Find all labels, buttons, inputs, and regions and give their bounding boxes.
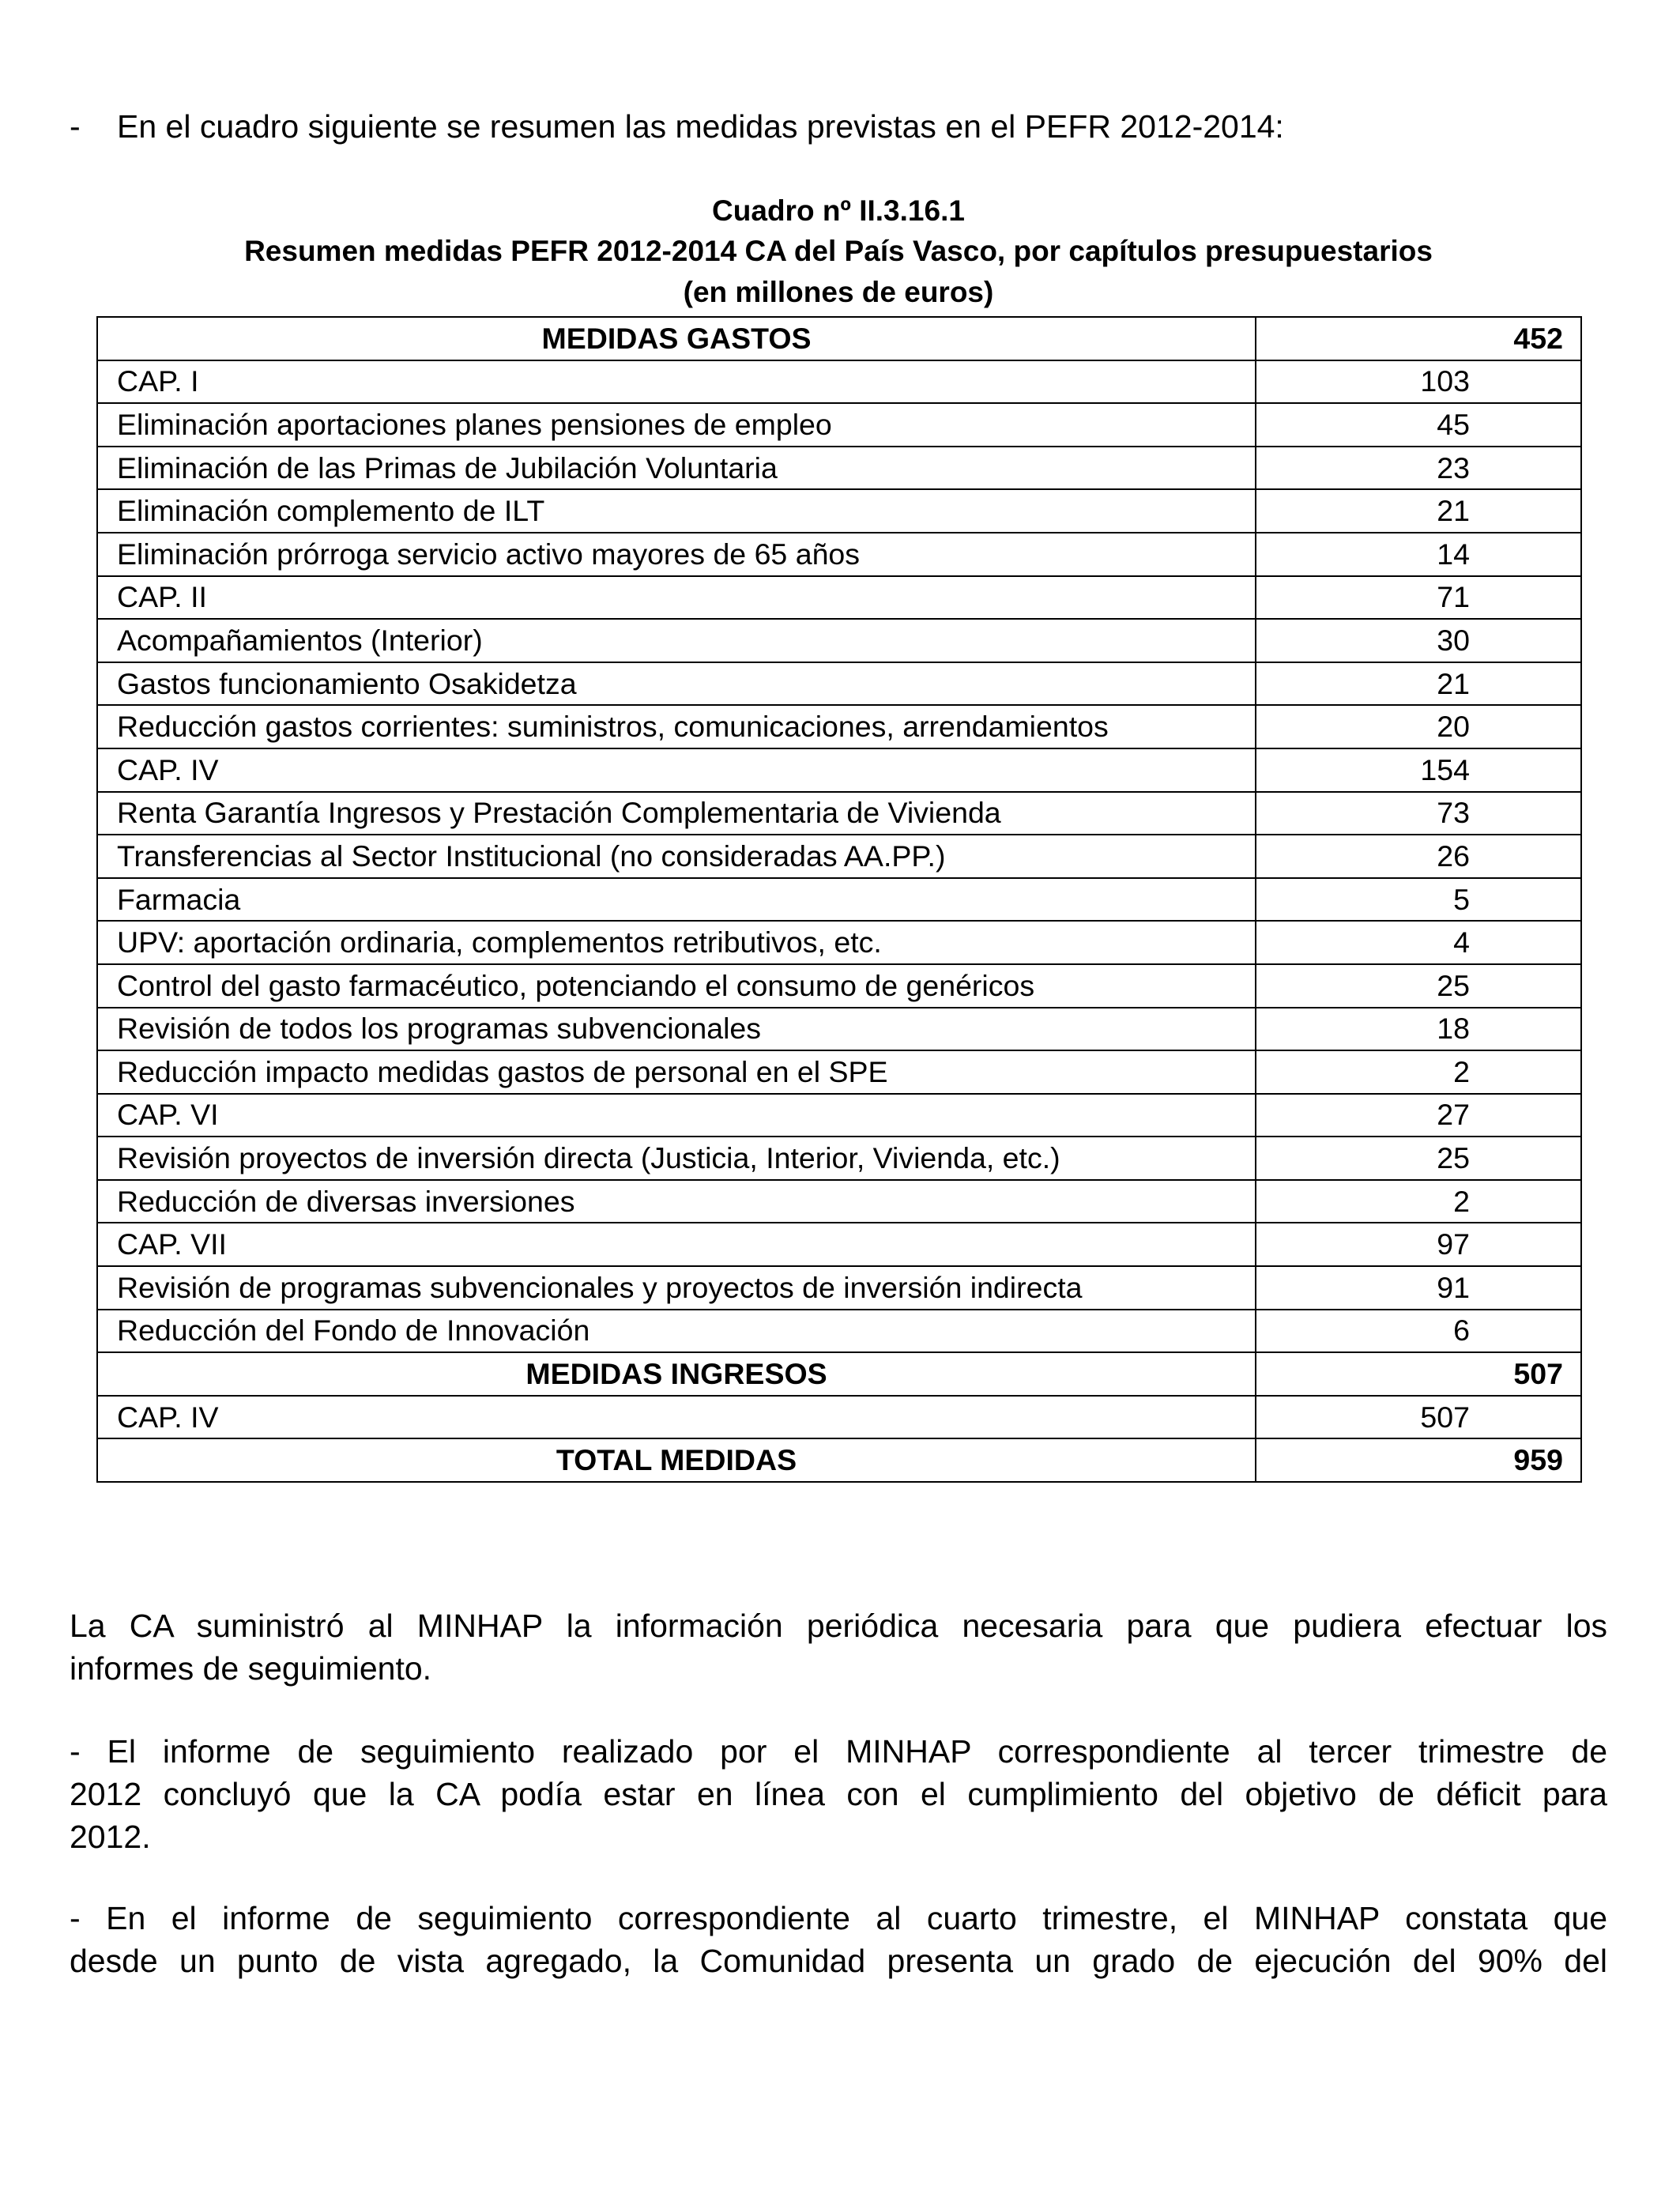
table-chapter-row bbox=[97, 576, 1581, 620]
paragraph-information bbox=[70, 1604, 1607, 1690]
row-label: Eliminación aportaciones planes pensiones de empleo bbox=[97, 403, 1256, 447]
table-row bbox=[97, 619, 1581, 662]
row-label: Reducción del Fondo de Innovación bbox=[97, 1310, 1256, 1353]
paragraph-line: 2012. bbox=[70, 1819, 151, 1855]
paragraph-line: 2012 concluyó que la CA podía estar en línea con el cumplimiento del objetivo de déficit para bbox=[70, 1776, 1607, 1812]
table-row bbox=[97, 1050, 1581, 1094]
row-value: 25 bbox=[1256, 1137, 1581, 1180]
row-value: 5 bbox=[1256, 878, 1581, 922]
table-chapter-row bbox=[97, 748, 1581, 792]
row-label: CAP. VI bbox=[97, 1094, 1256, 1137]
paragraph-third-quarter bbox=[70, 1730, 1607, 1858]
table-row bbox=[97, 1137, 1581, 1180]
row-value: 4 bbox=[1256, 921, 1581, 964]
measures-table-body bbox=[97, 317, 1581, 1482]
row-value: 959 bbox=[1256, 1438, 1581, 1482]
row-value: 97 bbox=[1256, 1223, 1581, 1266]
row-value: 154 bbox=[1256, 748, 1581, 792]
table-section-row bbox=[97, 1438, 1581, 1482]
paragraph-line: - El informe de seguimiento realizado por el MINHAP correspondiente al tercer trimestre de bbox=[70, 1733, 1607, 1770]
table-row bbox=[97, 1008, 1581, 1051]
row-label: Revisión de programas subvencionales y proyectos de inversión indirecta bbox=[97, 1266, 1256, 1310]
row-value: 73 bbox=[1256, 792, 1581, 835]
intro-dash: - bbox=[70, 108, 81, 145]
table-row bbox=[97, 662, 1581, 706]
row-value: 20 bbox=[1256, 705, 1581, 748]
row-value: 27 bbox=[1256, 1094, 1581, 1137]
table-row bbox=[97, 1180, 1581, 1223]
table-chapter-row bbox=[97, 360, 1581, 404]
row-value: 507 bbox=[1256, 1396, 1581, 1439]
row-label: Eliminación de las Primas de Jubilación Voluntaria bbox=[97, 447, 1256, 490]
row-label: CAP. IV bbox=[97, 1396, 1256, 1439]
row-label: Eliminación complemento de ILT bbox=[97, 489, 1256, 533]
intro-text: En el cuadro siguiente se resumen las medidas previstas en el PEFR 2012-2014: bbox=[117, 108, 1284, 145]
row-value: 2 bbox=[1256, 1050, 1581, 1094]
row-value: 452 bbox=[1256, 317, 1581, 360]
row-label: Acompañamientos (Interior) bbox=[97, 619, 1256, 662]
row-value: 71 bbox=[1256, 576, 1581, 620]
row-value: 21 bbox=[1256, 662, 1581, 706]
row-value: 23 bbox=[1256, 447, 1581, 490]
row-value: 507 bbox=[1256, 1352, 1581, 1396]
paragraph-line: informes de seguimiento. bbox=[70, 1650, 432, 1687]
row-value: 26 bbox=[1256, 835, 1581, 878]
row-label: CAP. II bbox=[97, 576, 1256, 620]
row-label: Revisión de todos los programas subvencionales bbox=[97, 1008, 1256, 1051]
row-label: Eliminación prórroga servicio activo mayores de 65 años bbox=[97, 533, 1256, 576]
row-label: CAP. VII bbox=[97, 1223, 1256, 1266]
table-row bbox=[97, 878, 1581, 922]
row-label: Farmacia bbox=[97, 878, 1256, 922]
table-row bbox=[97, 1266, 1581, 1310]
table-chapter-row bbox=[97, 1396, 1581, 1439]
row-label: Reducción de diversas inversiones bbox=[97, 1180, 1256, 1223]
row-label: CAP. I bbox=[97, 360, 1256, 404]
intro-line bbox=[70, 104, 1284, 149]
row-label: CAP. IV bbox=[97, 748, 1256, 792]
measures-table bbox=[96, 316, 1582, 1483]
row-value: 30 bbox=[1256, 619, 1581, 662]
table-row bbox=[97, 1310, 1581, 1353]
row-value: 91 bbox=[1256, 1266, 1581, 1310]
table-section-row bbox=[97, 317, 1581, 360]
row-label: Renta Garantía Ingresos y Prestación Complementaria de Vivienda bbox=[97, 792, 1256, 835]
table-section-row bbox=[97, 1352, 1581, 1396]
row-label: UPV: aportación ordinaria, complementos retributivos, etc. bbox=[97, 921, 1256, 964]
table-row bbox=[97, 447, 1581, 490]
table-row bbox=[97, 705, 1581, 748]
row-label: TOTAL MEDIDAS bbox=[97, 1438, 1256, 1482]
row-value: 6 bbox=[1256, 1310, 1581, 1353]
paragraph-line: desde un punto de vista agregado, la Comunidad presenta un grado de ejecución del 90% del bbox=[70, 1943, 1607, 1979]
table-title: Resumen medidas PEFR 2012-2014 CA del País Vasco, por capítulos presupuestarios bbox=[244, 235, 1433, 267]
table-units: (en millones de euros) bbox=[683, 276, 994, 308]
row-label: Reducción gastos corrientes: suministros, comunicaciones, arrendamientos bbox=[97, 705, 1256, 748]
paragraph-line: - En el informe de seguimiento correspondiente al cuarto trimestre, el MINHAP constata que bbox=[70, 1900, 1607, 1936]
row-label: Transferencias al Sector Institucional (no consideradas AA.PP.) bbox=[97, 835, 1256, 878]
table-row bbox=[97, 792, 1581, 835]
row-label: MEDIDAS GASTOS bbox=[97, 317, 1256, 360]
row-value: 45 bbox=[1256, 403, 1581, 447]
table-row bbox=[97, 964, 1581, 1008]
row-value: 21 bbox=[1256, 489, 1581, 533]
row-value: 103 bbox=[1256, 360, 1581, 404]
row-value: 18 bbox=[1256, 1008, 1581, 1051]
row-label: Reducción impacto medidas gastos de personal en el SPE bbox=[97, 1050, 1256, 1094]
row-value: 14 bbox=[1256, 533, 1581, 576]
row-label: Gastos funcionamiento Osakidetza bbox=[97, 662, 1256, 706]
table-chapter-row bbox=[97, 1094, 1581, 1137]
table-row bbox=[97, 533, 1581, 576]
table-chapter-row bbox=[97, 1223, 1581, 1266]
row-label: Revisión proyectos de inversión directa (Justicia, Interior, Vivienda, etc.) bbox=[97, 1137, 1256, 1180]
table-number: Cuadro nº II.3.16.1 bbox=[712, 194, 965, 227]
row-label: MEDIDAS INGRESOS bbox=[97, 1352, 1256, 1396]
row-label: Control del gasto farmacéutico, potenciando el consumo de genéricos bbox=[97, 964, 1256, 1008]
row-value: 25 bbox=[1256, 964, 1581, 1008]
row-value: 2 bbox=[1256, 1180, 1581, 1223]
table-row bbox=[97, 489, 1581, 533]
table-row bbox=[97, 835, 1581, 878]
paragraph-line: La CA suministró al MINHAP la información periódica necesaria para que pudiera efectuar los bbox=[70, 1608, 1607, 1644]
paragraph-fourth-quarter bbox=[70, 1897, 1607, 1982]
table-row bbox=[97, 403, 1581, 447]
table-row bbox=[97, 921, 1581, 964]
